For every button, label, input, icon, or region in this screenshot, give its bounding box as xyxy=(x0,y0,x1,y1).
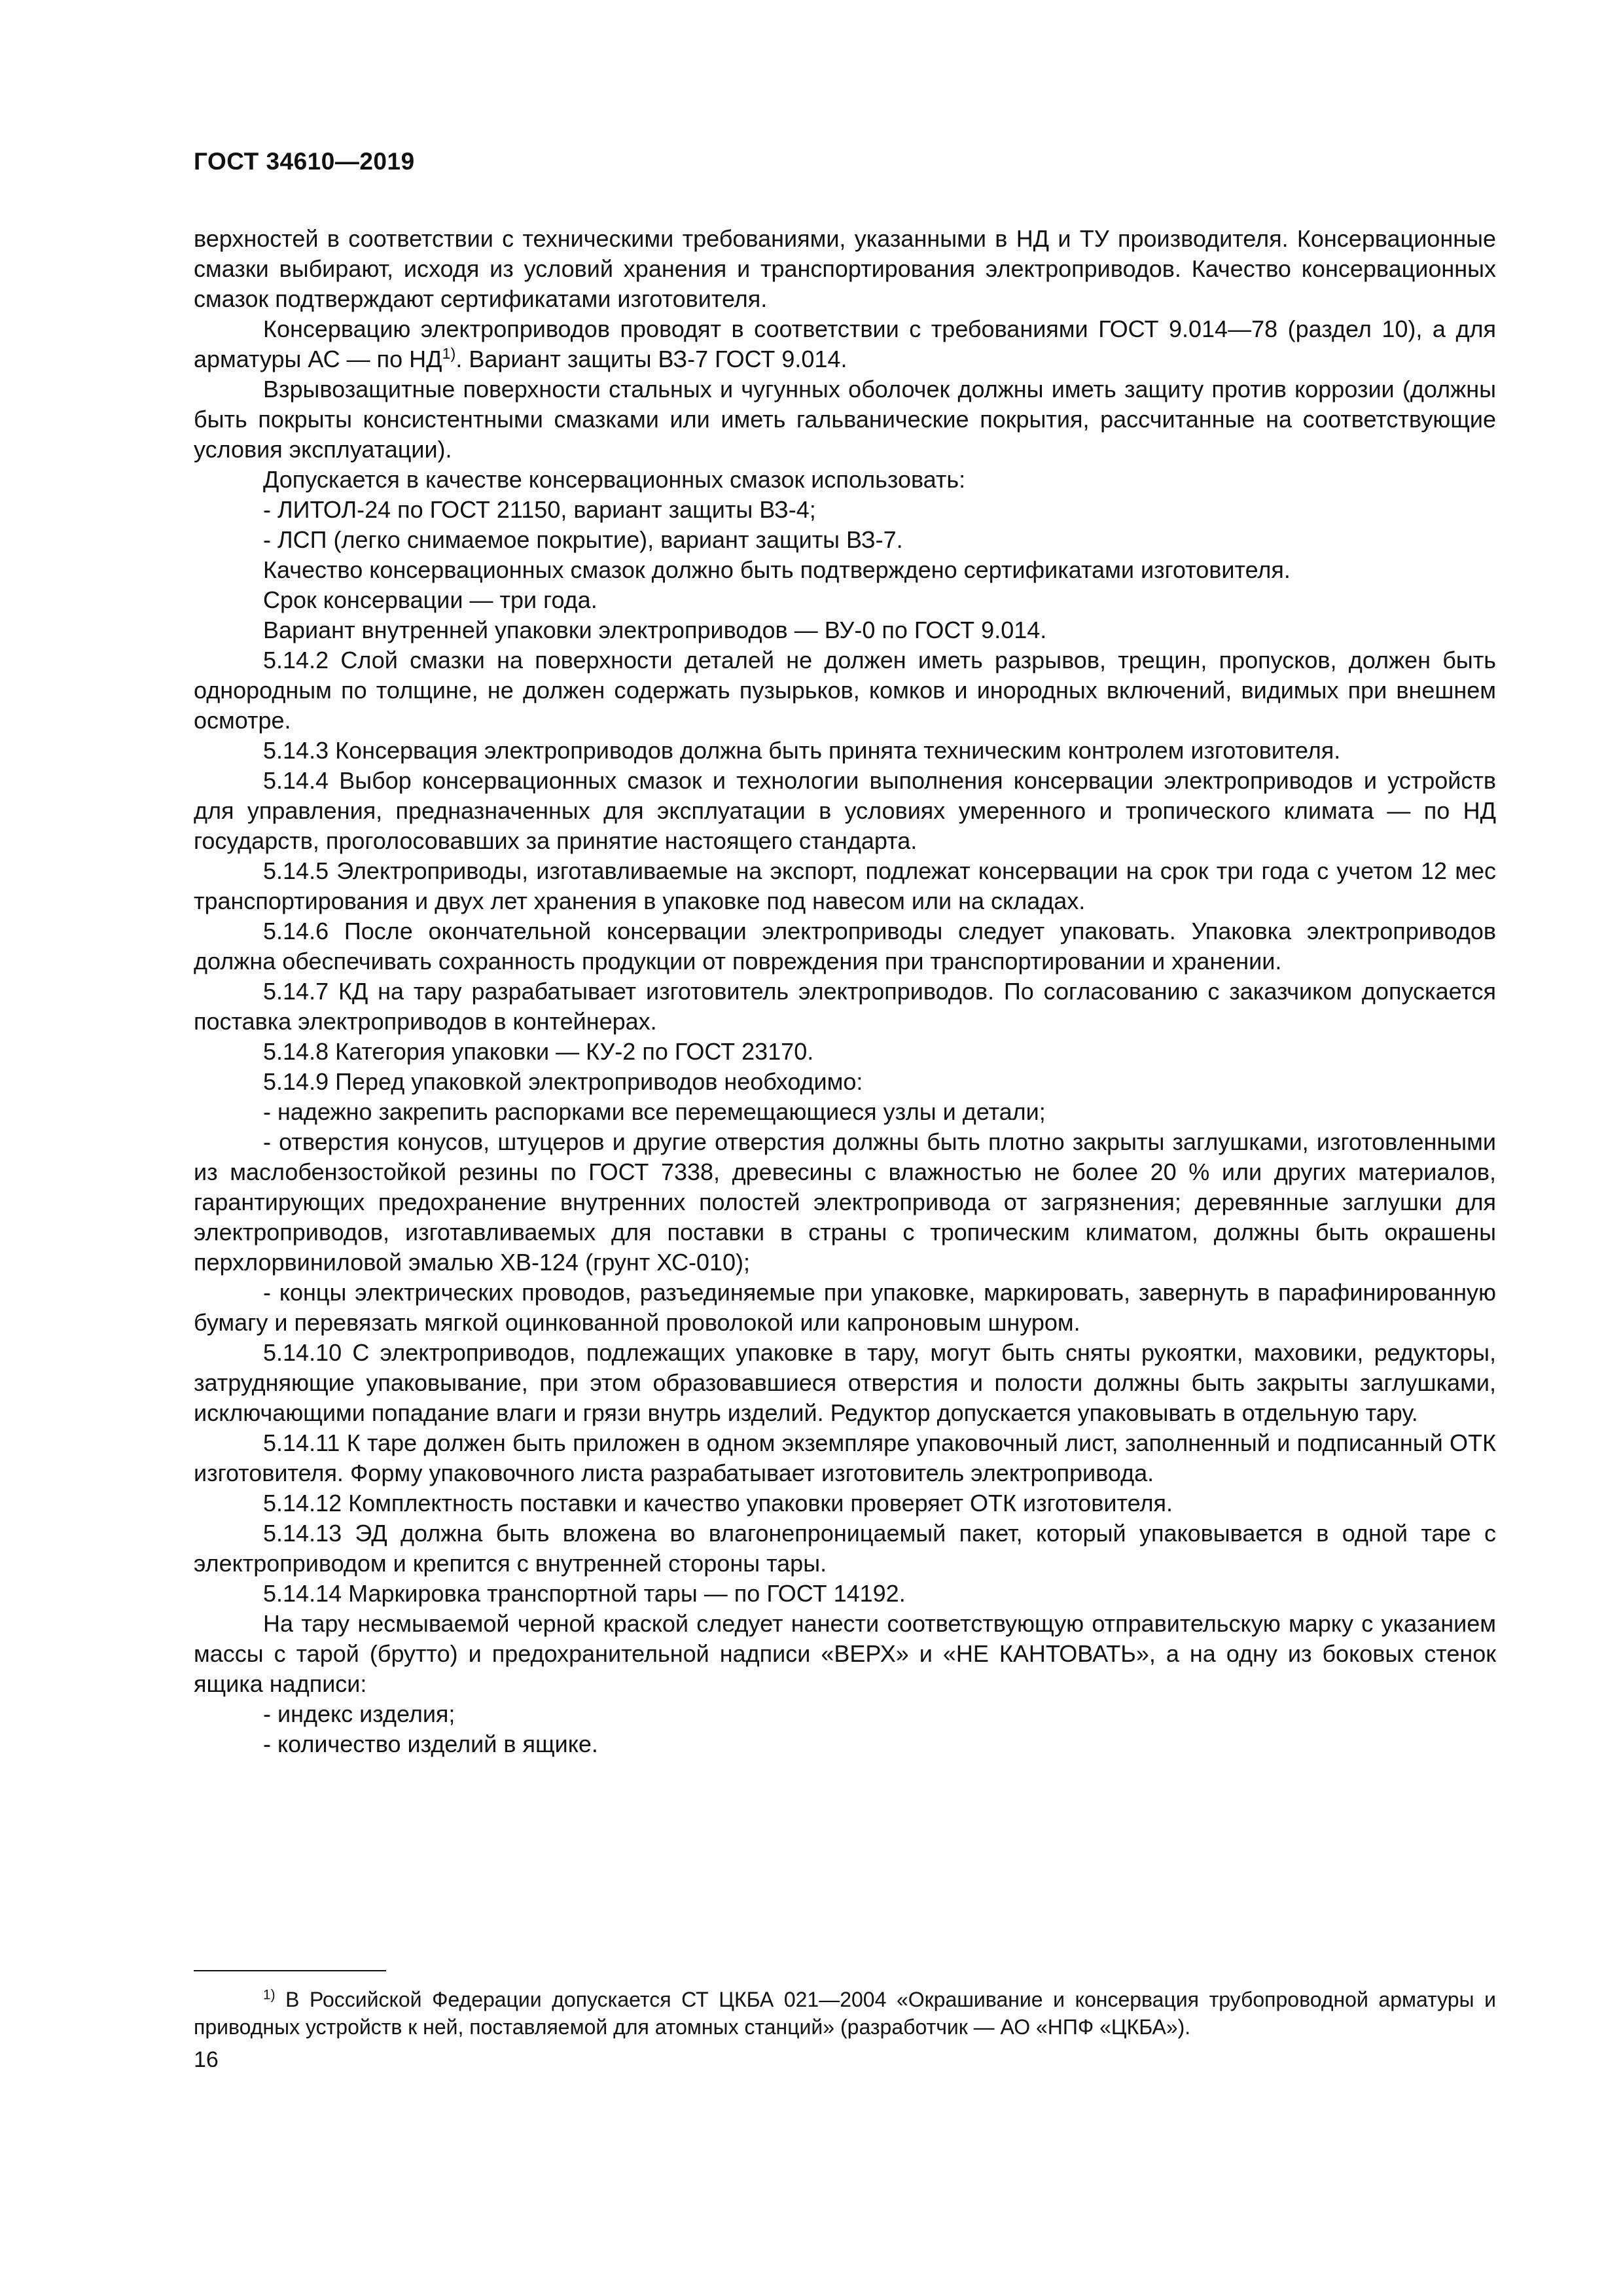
clause-5-14-3: 5.14.3 Консервация электроприводов должна быть принята техническим контролем изготовителя. xyxy=(263,737,1341,764)
clause-5-14-12: 5.14.12 Комплектность поставки и качество упаковки проверяет ОТК изготовителя. xyxy=(263,1490,1173,1516)
list-item: - индекс изделия; xyxy=(263,1700,455,1727)
list-item: - концы электрических проводов, разъединяемые при упаковке, маркировать, завернуть в парафинированную бумагу и перевязать мягкой оцинкованной проволокой или капроновым шнуром. xyxy=(194,1279,1496,1336)
paragraph-4: Допускается в качестве консервационных смазок использовать: xyxy=(263,466,966,493)
document-body xyxy=(194,224,1496,1759)
clause-5-14-6: 5.14.6 После окончательной консервации электроприводы следует упаковать. Упаковка электроприводов должна обеспечивать сохранность продукции от повреждения при транспортировании и хранении. xyxy=(194,918,1496,975)
list-item: - ЛИТОЛ-24 по ГОСТ 21150, вариант защиты ВЗ-4; xyxy=(263,496,816,523)
clause-5-14-2: 5.14.2 Слой смазки на поверхности деталей не должен иметь разрывов, трещин, пропусков, должен быть однородным по толщине, не должен содержать пузырьков, комков и инородных включений, видимых при внешнем осмотре. xyxy=(194,647,1496,734)
page-number: 16 xyxy=(194,2047,219,2072)
list-item: - ЛСП (легко снимаемое покрытие), вариант защиты ВЗ-7. xyxy=(263,526,903,553)
paragraph-1: верхностей в соответствии с техническими требованиями, указанными в НД и ТУ производителя. Консервационные смазки выбирают, исходя из условий хранения и транспортирования электроприводов. Качество консервационных смазок подтверждают сертификатами изготовителя. xyxy=(194,225,1496,312)
list-item: - отверстия конусов, штуцеров и другие отверстия должны быть плотно закрыты заглушками, изготовленными из маслобензостойкой резины по ГОСТ 7338, древесины с влажностью не более 20 % или других материалов, гарантирующих предохранение внутренних полостей электропривода от загрязнения; деревянные заглушки для электроприводов, изготавливаемых для поставки в страны с тропическим климатом, должны быть окрашены перхлорвиниловой эмалью ХВ-124 (грунт ХС-010); xyxy=(194,1128,1496,1276)
clause-5-14-13: 5.14.13 ЭД должна быть вложена во влагонепроницаемый пакет, который упаковывается в одной таре с электроприводом и крепится с внутренней стороны тары. xyxy=(194,1520,1496,1577)
footnote-marker: 1) xyxy=(263,1987,276,2003)
clause-5-14-11: 5.14.11 К таре должен быть приложен в одном экземпляре упаковочный лист, заполненный и подписанный ОТК изготовителя. Форму упаковочного листа разрабатывает изготовитель электропривода. xyxy=(194,1429,1496,1486)
paragraph-2: Консервацию электроприводов проводят в соответствии с требованиями ГОСТ 9.014—78 (раздел 10), а для арматуры АС — по НД$^{1)}$. Вариант защиты ВЗ-7 ГОСТ 9.014. xyxy=(194,315,1496,372)
paragraph-7: Качество консервационных смазок должно быть подтверждено сертификатами изготовителя. xyxy=(263,556,1291,583)
list-item: - надежно закрепить распорками все перемещающиеся узлы и детали; xyxy=(263,1098,1046,1125)
clause-5-14-7: 5.14.7 КД на тару разрабатывает изготовитель электроприводов. По согласованию с заказчиком допускается поставка электроприводов в контейнерах. xyxy=(194,978,1496,1035)
clause-5-14-9: 5.14.9 Перед упаковкой электроприводов необходимо: xyxy=(263,1068,863,1095)
paragraph-3: Взрывозащитные поверхности стальных и чугунных оболочек должны иметь защиту против коррозии (должны быть покрыты консистентными смазками или иметь гальванические покрытия, рассчитанные на соответствующие условия эксплуатации). xyxy=(194,376,1496,463)
footnote-text: В Российской Федерации допускается СТ ЦКБА 021—2004 «Окрашивание и консервация трубопроводной арматуры и приводных устройств к ней, поставляемой для атомных станций» (разработчик — АО «НПФ «ЦКБА»). xyxy=(194,1988,1496,2039)
list-item: - количество изделий в ящике. xyxy=(263,1731,598,1757)
clause-5-14-5: 5.14.5 Электроприводы, изготавливаемые на экспорт, подлежат консервации на срок три года с учетом 12 мес транспортирования и двух лет хранения в упаковке под навесом или на складах. xyxy=(194,857,1496,914)
clause-5-14-4: 5.14.4 Выбор консервационных смазок и технологии выполнения консервации электроприводов и устройств для управления, предназначенных для эксплуатации в условиях умеренного и тропического климата — по НД государств, проголосовавших за принятие настоящего стандарта. xyxy=(194,767,1496,854)
clause-5-14-14: 5.14.14 Маркировка транспортной тары — по ГОСТ 14192. xyxy=(263,1580,906,1607)
clause-5-14-8: 5.14.8 Категория упаковки — КУ-2 по ГОСТ 23170. xyxy=(263,1038,814,1065)
paragraph-26: На тару несмываемой черной краской следует нанести соответствующую отправительскую марку с указанием массы с тарой (брутто) и предохранительной надписи «ВЕРХ» и «НЕ КАНТОВАТЬ», а на одну из боковых стенок ящика надписи: xyxy=(194,1610,1496,1697)
paragraph-8: Срок консервации — три года. xyxy=(263,586,597,613)
footnote-ref: 1) xyxy=(442,345,456,362)
clause-5-14-10: 5.14.10 С электроприводов, подлежащих упаковке в тару, могут быть сняты рукоятки, маховики, редукторы, затрудняющие упаковывание, при этом образовавшиеся отверстия и полости должны быть закрыты заглушками, исключающими попадание влаги и грязи внутрь изделий. Редуктор допускается упаковывать в отдельную тару. xyxy=(194,1339,1496,1426)
footnote-separator xyxy=(194,1970,386,1971)
paragraph-9: Вариант внутренней упаковки электроприводов — ВУ-0 по ГОСТ 9.014. xyxy=(263,617,1047,643)
page-header-title: ГОСТ 34610—2019 xyxy=(194,148,415,175)
footnote xyxy=(194,1986,1496,2041)
